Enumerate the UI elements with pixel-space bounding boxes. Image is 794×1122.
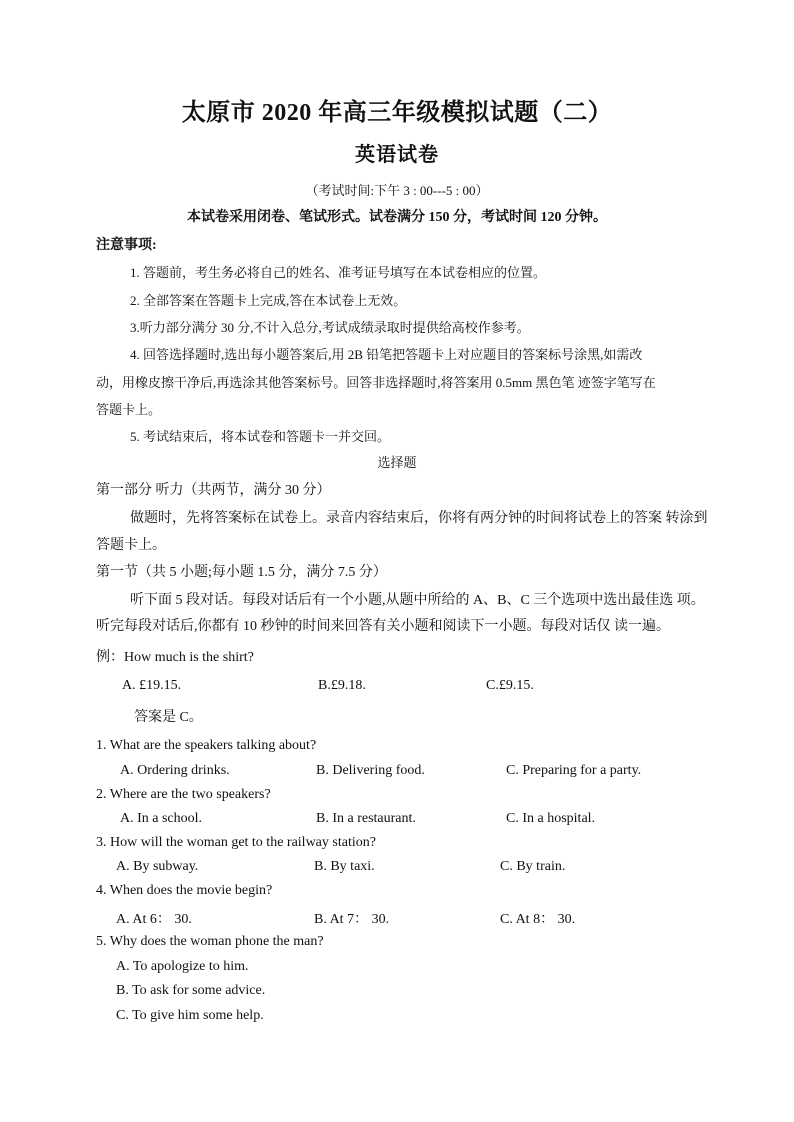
section1-heading: 第一节（共 5 小题;每小题 1.5 分，满分 7.5 分） [96, 565, 387, 580]
notice-item-4-line-1: 4. 回答选择题时,选出每小题答案后,用 2B 铅笔把答题卡上对应题目的答案标号涂黑,如需改 [130, 347, 643, 362]
example-option-b: B.£9.18. [318, 678, 366, 693]
notice-item-2: 2. 全部答案在答题卡上完成,答在本试卷上无效。 [130, 293, 407, 308]
notice-heading: 注意事项: [96, 238, 157, 253]
question-2: 2. Where are the two speakers? [96, 787, 271, 802]
question-2-option-a: A. In a school. [120, 811, 203, 826]
question-4-option-b: B. At 7： 30. [314, 912, 390, 927]
part1-instruction-line-2: 答题卡上。 [96, 538, 166, 553]
question-5-option-a: A. To apologize to him. [116, 959, 249, 974]
question-5: 5. Why does the woman phone the man? [96, 934, 324, 949]
question-1-option-b: B. Delivering food. [316, 763, 425, 778]
exam-title: 太原市 2020 年高三年级模拟试题（二） [181, 100, 613, 126]
exam-info: 本试卷采用闭卷、笔试形式。试卷满分 150 分，考试时间 120 分钟。 [187, 210, 607, 225]
notice-item-3: 3.听力部分满分 30 分,不计入总分,考试成绩录取时提供给高校作参考。 [130, 320, 530, 335]
question-3: 3. How will the woman get to the railway station? [96, 835, 376, 850]
question-2-option-c: C. In a hospital. [506, 811, 596, 826]
exam-subtitle: 英语试卷 [355, 144, 439, 166]
notice-item-5: 5. 考试结束后，将本试卷和答题卡一并交回。 [130, 429, 391, 444]
section1-instruction-line-2: 听完每段对话后,你都有 10 秒钟的时间来回答有关小题和阅读下一小题。每段对话仅 读一遍。 [96, 619, 670, 634]
question-3-option-c: C. By train. [500, 859, 566, 874]
question-5-option-c: C. To give him some help. [116, 1008, 264, 1023]
example-option-c: C.£9.15. [486, 678, 534, 693]
part1-instruction-line-1: 做题时，先将答案标在试卷上。录音内容结束后，你将有两分钟的时间将试卷上的答案 转涂到 [130, 511, 708, 526]
part1-heading: 第一部分 听力（共两节，满分 30 分） [96, 483, 331, 498]
question-1-option-c: C. Preparing for a party. [506, 763, 642, 778]
question-3-option-b: B. By taxi. [314, 859, 375, 874]
example-answer: 答案是 C。 [134, 710, 203, 725]
question-4-option-c: C. At 8： 30. [500, 912, 576, 927]
question-3-option-a: A. By subway. [116, 859, 199, 874]
example-question: 例：How much is the shirt? [96, 650, 254, 665]
question-5-option-b: B. To ask for some advice. [116, 983, 266, 998]
question-2-option-b: B. In a restaurant. [316, 811, 416, 826]
section1-instruction-line-1: 听下面 5 段对话。每段对话后有一个小题,从题中所给的 A、B、C 三个选项中选出最佳选 项。 [130, 593, 705, 608]
question-4-option-a: A. At 6： 30. [116, 912, 192, 927]
section-label: 选择题 [377, 455, 417, 470]
exam-time: （考试时间:下午 3 : 00---5 : 00） [305, 183, 489, 198]
example-option-a: A. £19.15. [122, 678, 182, 693]
question-1-option-a: A. Ordering drinks. [120, 763, 230, 778]
notice-item-4-line-2: 动，用橡皮擦干净后,再选涂其他答案标号。回答非选择题时,将答案用 0.5mm 黑色笔 迹签字笔写在 [96, 375, 656, 390]
question-1: 1. What are the speakers talking about? [96, 738, 317, 753]
question-4: 4. When does the movie begin? [96, 883, 273, 898]
notice-item-1: 1. 答题前，考生务必将自己的姓名、准考证号填写在本试卷相应的位置。 [130, 265, 547, 280]
notice-item-4-line-3: 答题卡上。 [96, 402, 162, 417]
